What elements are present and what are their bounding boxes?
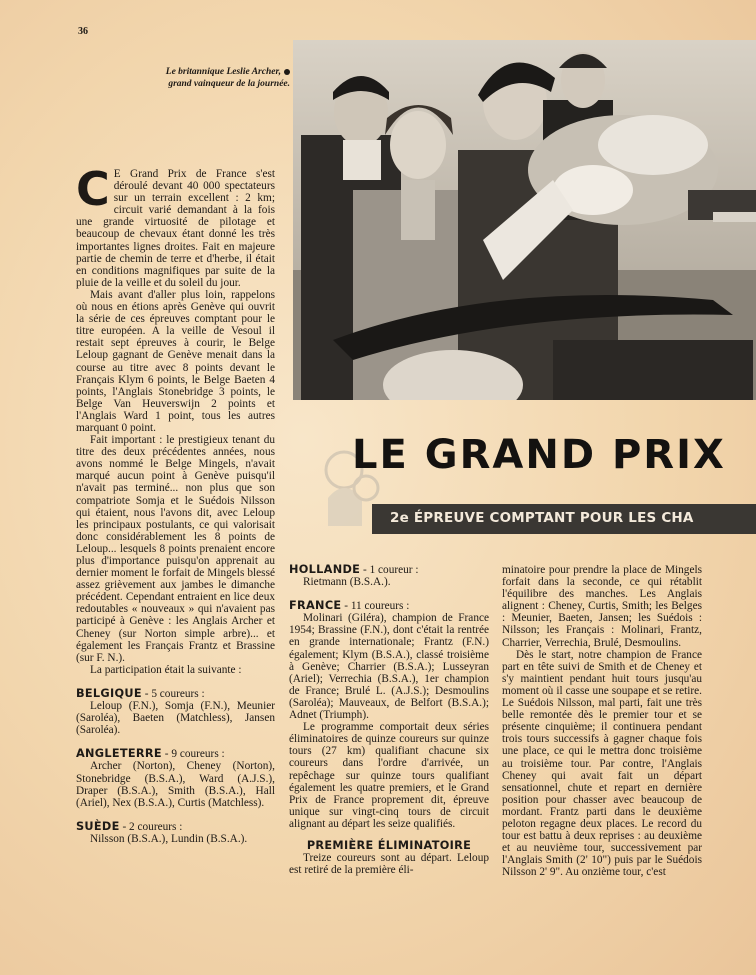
page-number: 36: [78, 26, 88, 37]
country-heading-suede: SUÈDE: [76, 819, 120, 833]
paragraph-intro: E Grand Prix de France s'est déroulé devant 40 000 spectateurs sur un terrain excellent : 2 km; circuit varié demandant à la fois une grande virtuosité de pilotage et beaucoup de chevaux étant donné les très importantes lignes droites. Fait en majeure partie de chemin de terre et d'herbe, il était en conditions magnifiques par suite de la pluie de la veille et du soleil du jour.: [76, 168, 275, 289]
photo-caption: [100, 66, 290, 90]
count-france: - 11 coureurs :: [341, 600, 410, 613]
count-angleterre: - 9 coureurs :: [161, 748, 225, 761]
country-heading-hollande: HOLLANDE: [289, 563, 361, 576]
caption-line-2: grand vainqueur de la journée.: [168, 79, 290, 89]
riders-hollande: Rietmann (B.S.A.).: [303, 576, 391, 589]
paragraph-heat-continued: minatoire pour prendre la place de Mingels forfait dans la seconde, ce qui rétablit l'équilibre des manches. Les Anglais alignent : Cheney, Curtis, Smith; les Belges : Meunier, Baeten, Jansen; les Suédois : Nilsson; les Français : Molinari, Frantz, Charrier, Verrechia, Brulé, Desmoulins.: [502, 564, 702, 649]
riders-angleterre: Archer (Norton), Cheney (Norton), Stonebridge (B.S.A.), Ward (A.J.S.), Draper (B.S.A.), Smith (B.S.A.), Hall (Ariel), Nex (B.S.A.), Curtis (Matchless).: [76, 760, 275, 809]
column-2: [289, 564, 489, 876]
paragraph-first-heat: Treize coureurs sont au départ. Leloup est retiré de la première éli-: [289, 852, 489, 877]
caption-line-1: Le britannique Leslie Archer,: [165, 67, 281, 77]
entry-angleterre: [76, 748, 275, 808]
paragraph-race-report: Dès le start, notre champion de France part en tête suivi de Smith et de Cheney et s'y maintient pendant huit tours jusqu'au moment où il casse une soupape et se retire. Le Suédois Nilsson, mal parti, fait une très belle remontée dès le premier tour et se présente cinquième; il continuera pendant trois tours successifs à gagner chaque fois une place, ce qui le mettra donc troisième au troisième tour. Par contre, l'Anglais Cheney qui avait fait un départ sensationnel, chute et repart en dernière position pour chasser avec beaucoup de mordant. Frantz parti dans le deuxième peloton regagne deux places. Le record du tour est battu à deux reprises : au deuxième et au neuvième tour, successivement par l'Anglais Smith (2' 10") puis par le Suédois Nilsson 2' 9". Au onzième tour, c'est: [502, 648, 702, 879]
paragraph-important: Fait important : le prestigieux tenant du titre des deux précédentes années, nous avons nommé le Belge Mingels, n'avait marqué aucun point à Genève puisqu'il n'avait pas terminé... non plus que son compatriote Somja et le Suédois Nilsson qui étaient, nous l'avons dit, avec Leloup les principaux postulants, ce qui valorisait donc considérablement les 8 points de Leloup... lesquels 8 points prenaient encore plus d'importance puisqu'on apprenait au dernier moment le forfait de Mingels blessé assez grièvement aux jambes le dimanche précédent. Cependant entraient en lice deux redoutables « nouveaux » qui n'avaient pas participé à Genève : les Anglais Archer et Cheney (sur Norton simple arbre)... et également les Français Frantz et Brassine (sur F. N.).: [76, 434, 275, 664]
entry-france: [289, 600, 489, 721]
bullet-icon: [284, 69, 290, 75]
count-suede: - 2 coureurs :: [119, 820, 183, 833]
subtitle-text: 2e ÉPREUVE COMPTANT POUR LES CHA: [390, 510, 694, 526]
riders-suede: Nilsson (B.S.A.), Lundin (B.S.A.).: [90, 832, 248, 845]
title-part-1: LE: [352, 432, 409, 478]
subtitle-banner: [372, 504, 756, 534]
paragraph-participation: La participation était la suivante :: [90, 663, 242, 676]
title-part-2: GRAND PRIX: [424, 432, 726, 478]
count-hollande: - 1 coureur :: [360, 564, 419, 576]
drop-cap: C: [76, 162, 110, 216]
riders-france: Molinari (Giléra), champion de France 1954; Brassine (F.N.), dont c'était la rentrée en grande internationale; Frantz (F.N.) également; Klym (B.S.A.), classé troisième à Genève; Charrier (B.S.A.); Lusseyran (Ariel); Verrechia (B.S.A.), 1er champion de France; Brulé L. (A.J.S.); Desmoulins (Saroléa); Mauveaux, de Belfort (B.S.A.); Adnet (Triumph).: [289, 612, 489, 722]
count-belgique: - 5 coureurs :: [141, 687, 205, 700]
country-heading-angleterre: ANGLETERRE: [76, 747, 162, 761]
column-1: [76, 162, 275, 845]
paragraph-programme: Le programme comportait deux séries éliminatoires de quinze coureurs sur quinze tours (27 km) qualifiant chacune six coureurs dans l'ordre d'arrivée, un repêchage sur quinze tours qualifiant également les quatre premiers, et le Grand Prix de France proprement dit, épreuve unique sur vingt-cinq tours de circuit alignant au départ les seize qualifiés.: [289, 721, 489, 830]
section-first-heat: [289, 840, 489, 876]
column-3: [502, 564, 702, 878]
entry-belgique: [76, 688, 275, 736]
entry-hollande: [289, 564, 489, 588]
riders-belgique: Leloup (F.N.), Somja (F.N.), Meunier (Saroléa), Baeten (Matchless), Jansen (Saroléa).: [76, 700, 275, 737]
race-winner-photo: [293, 40, 756, 400]
paragraph-standings: Mais avant d'aller plus loin, rappelons où nous en étions après Genève qui ouvrit la série de ces épreuves comptant pour le titre européen. A la veille de Vesoul il restait sept épreuves à courir, le Belge Leloup gagnant de Genève menait dans la course au titre avec 8 points devant le Français Klym 6 points, le Belge Baeten 4 points, l'Anglais Stonebridge 3 points, le Belge Van Heuverswijn 2 points et l'Anglais Ward 1 point, tous les autres marquant 0 point.: [76, 288, 275, 434]
country-heading-belgique: BELGIQUE: [76, 686, 142, 700]
country-heading-france: FRANCE: [289, 599, 342, 613]
heading-premiere-eliminatoire: PREMIÈRE ÉLIMINATOIRE: [306, 838, 472, 852]
photo-illustration: [293, 40, 756, 400]
entry-suede: [76, 821, 275, 845]
article-title: [352, 432, 756, 492]
